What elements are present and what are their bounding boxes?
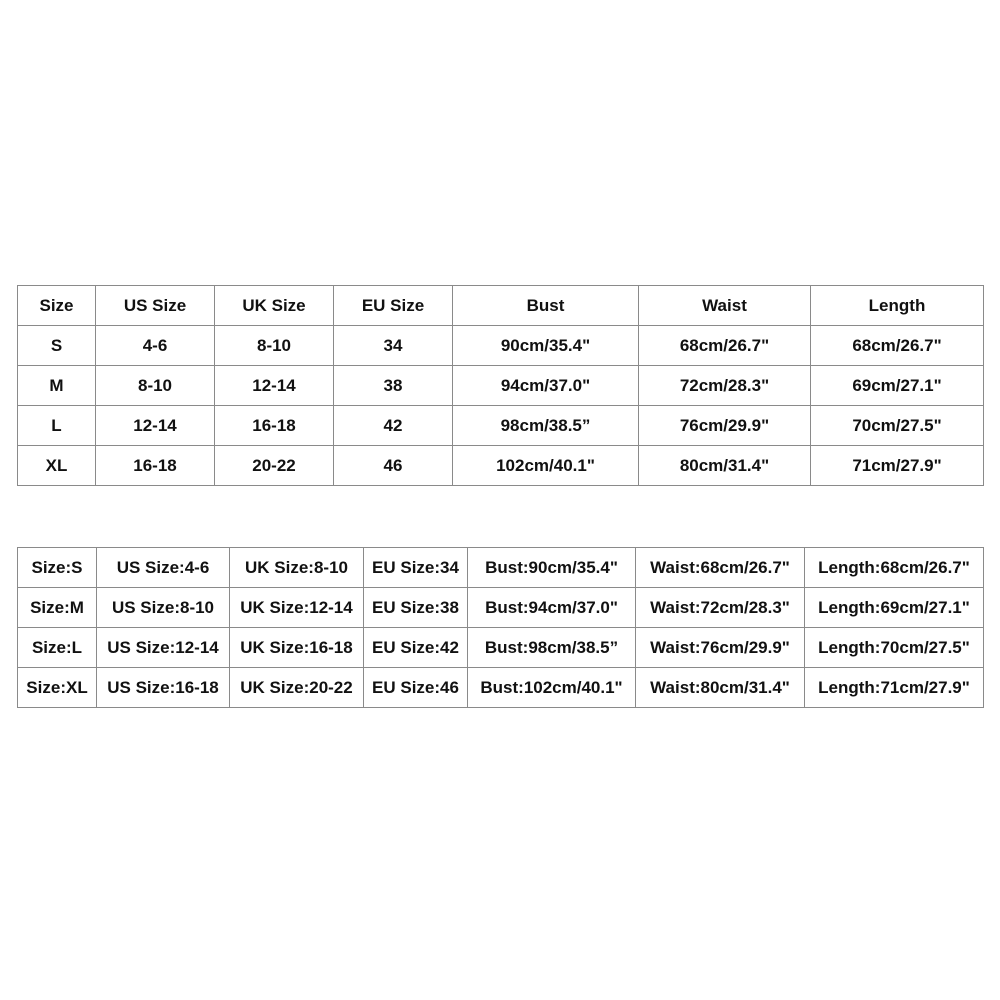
cell-eu-size: 46: [334, 446, 453, 486]
cell-waist: 68cm/26.7": [639, 326, 811, 366]
cell-waist: 76cm/29.9": [639, 406, 811, 446]
cell-us-size: 12-14: [96, 406, 215, 446]
cell-eu-size: EU Size:34: [364, 548, 468, 588]
header-eu-size: EU Size: [334, 286, 453, 326]
cell-length: Length:71cm/27.9": [805, 668, 984, 708]
table-row: [18, 548, 984, 588]
cell-us-size: 8-10: [96, 366, 215, 406]
size-chart-table: [17, 285, 984, 486]
cell-size: XL: [18, 446, 96, 486]
header-bust: Bust: [453, 286, 639, 326]
cell-size: L: [18, 406, 96, 446]
cell-bust: 102cm/40.1": [453, 446, 639, 486]
cell-size: Size:M: [18, 588, 97, 628]
cell-waist: 72cm/28.3": [639, 366, 811, 406]
cell-length: 68cm/26.7": [811, 326, 984, 366]
header-length: Length: [811, 286, 984, 326]
cell-bust: Bust:94cm/37.0": [468, 588, 636, 628]
table-header-row: [18, 286, 984, 326]
cell-length: 71cm/27.9": [811, 446, 984, 486]
cell-bust: Bust:102cm/40.1": [468, 668, 636, 708]
table-row: [18, 668, 984, 708]
cell-waist: Waist:76cm/29.9": [636, 628, 805, 668]
cell-uk-size: UK Size:8-10: [230, 548, 364, 588]
cell-eu-size: 34: [334, 326, 453, 366]
header-us-size: US Size: [96, 286, 215, 326]
cell-us-size: US Size:12-14: [97, 628, 230, 668]
cell-size: S: [18, 326, 96, 366]
cell-eu-size: EU Size:46: [364, 668, 468, 708]
table-row: [18, 326, 984, 366]
table-row: [18, 588, 984, 628]
cell-bust: Bust:90cm/35.4": [468, 548, 636, 588]
cell-bust: 94cm/37.0": [453, 366, 639, 406]
cell-size: M: [18, 366, 96, 406]
cell-bust: Bust:98cm/38.5”: [468, 628, 636, 668]
cell-length: Length:69cm/27.1": [805, 588, 984, 628]
cell-waist: Waist:68cm/26.7": [636, 548, 805, 588]
cell-bust: 90cm/35.4": [453, 326, 639, 366]
cell-uk-size: 20-22: [215, 446, 334, 486]
cell-waist: Waist:80cm/31.4": [636, 668, 805, 708]
table-row: [18, 366, 984, 406]
cell-us-size: US Size:16-18: [97, 668, 230, 708]
cell-us-size: 16-18: [96, 446, 215, 486]
cell-us-size: US Size:4-6: [97, 548, 230, 588]
cell-uk-size: UK Size:12-14: [230, 588, 364, 628]
cell-size: Size:XL: [18, 668, 97, 708]
cell-eu-size: EU Size:42: [364, 628, 468, 668]
cell-size: Size:S: [18, 548, 97, 588]
table-row: [18, 446, 984, 486]
cell-length: 70cm/27.5": [811, 406, 984, 446]
cell-uk-size: 16-18: [215, 406, 334, 446]
cell-uk-size: UK Size:16-18: [230, 628, 364, 668]
cell-length: Length:68cm/26.7": [805, 548, 984, 588]
cell-size: Size:L: [18, 628, 97, 668]
cell-length: Length:70cm/27.5": [805, 628, 984, 668]
cell-waist: 80cm/31.4": [639, 446, 811, 486]
cell-waist: Waist:72cm/28.3": [636, 588, 805, 628]
size-chart-labeled-table: [17, 547, 984, 708]
table-row: [18, 406, 984, 446]
cell-us-size: 4-6: [96, 326, 215, 366]
header-uk-size: UK Size: [215, 286, 334, 326]
cell-uk-size: 12-14: [215, 366, 334, 406]
table-row: [18, 628, 984, 668]
cell-length: 69cm/27.1": [811, 366, 984, 406]
cell-uk-size: UK Size:20-22: [230, 668, 364, 708]
header-waist: Waist: [639, 286, 811, 326]
cell-eu-size: 42: [334, 406, 453, 446]
cell-bust: 98cm/38.5”: [453, 406, 639, 446]
cell-us-size: US Size:8-10: [97, 588, 230, 628]
header-size: Size: [18, 286, 96, 326]
cell-eu-size: 38: [334, 366, 453, 406]
cell-uk-size: 8-10: [215, 326, 334, 366]
cell-eu-size: EU Size:38: [364, 588, 468, 628]
